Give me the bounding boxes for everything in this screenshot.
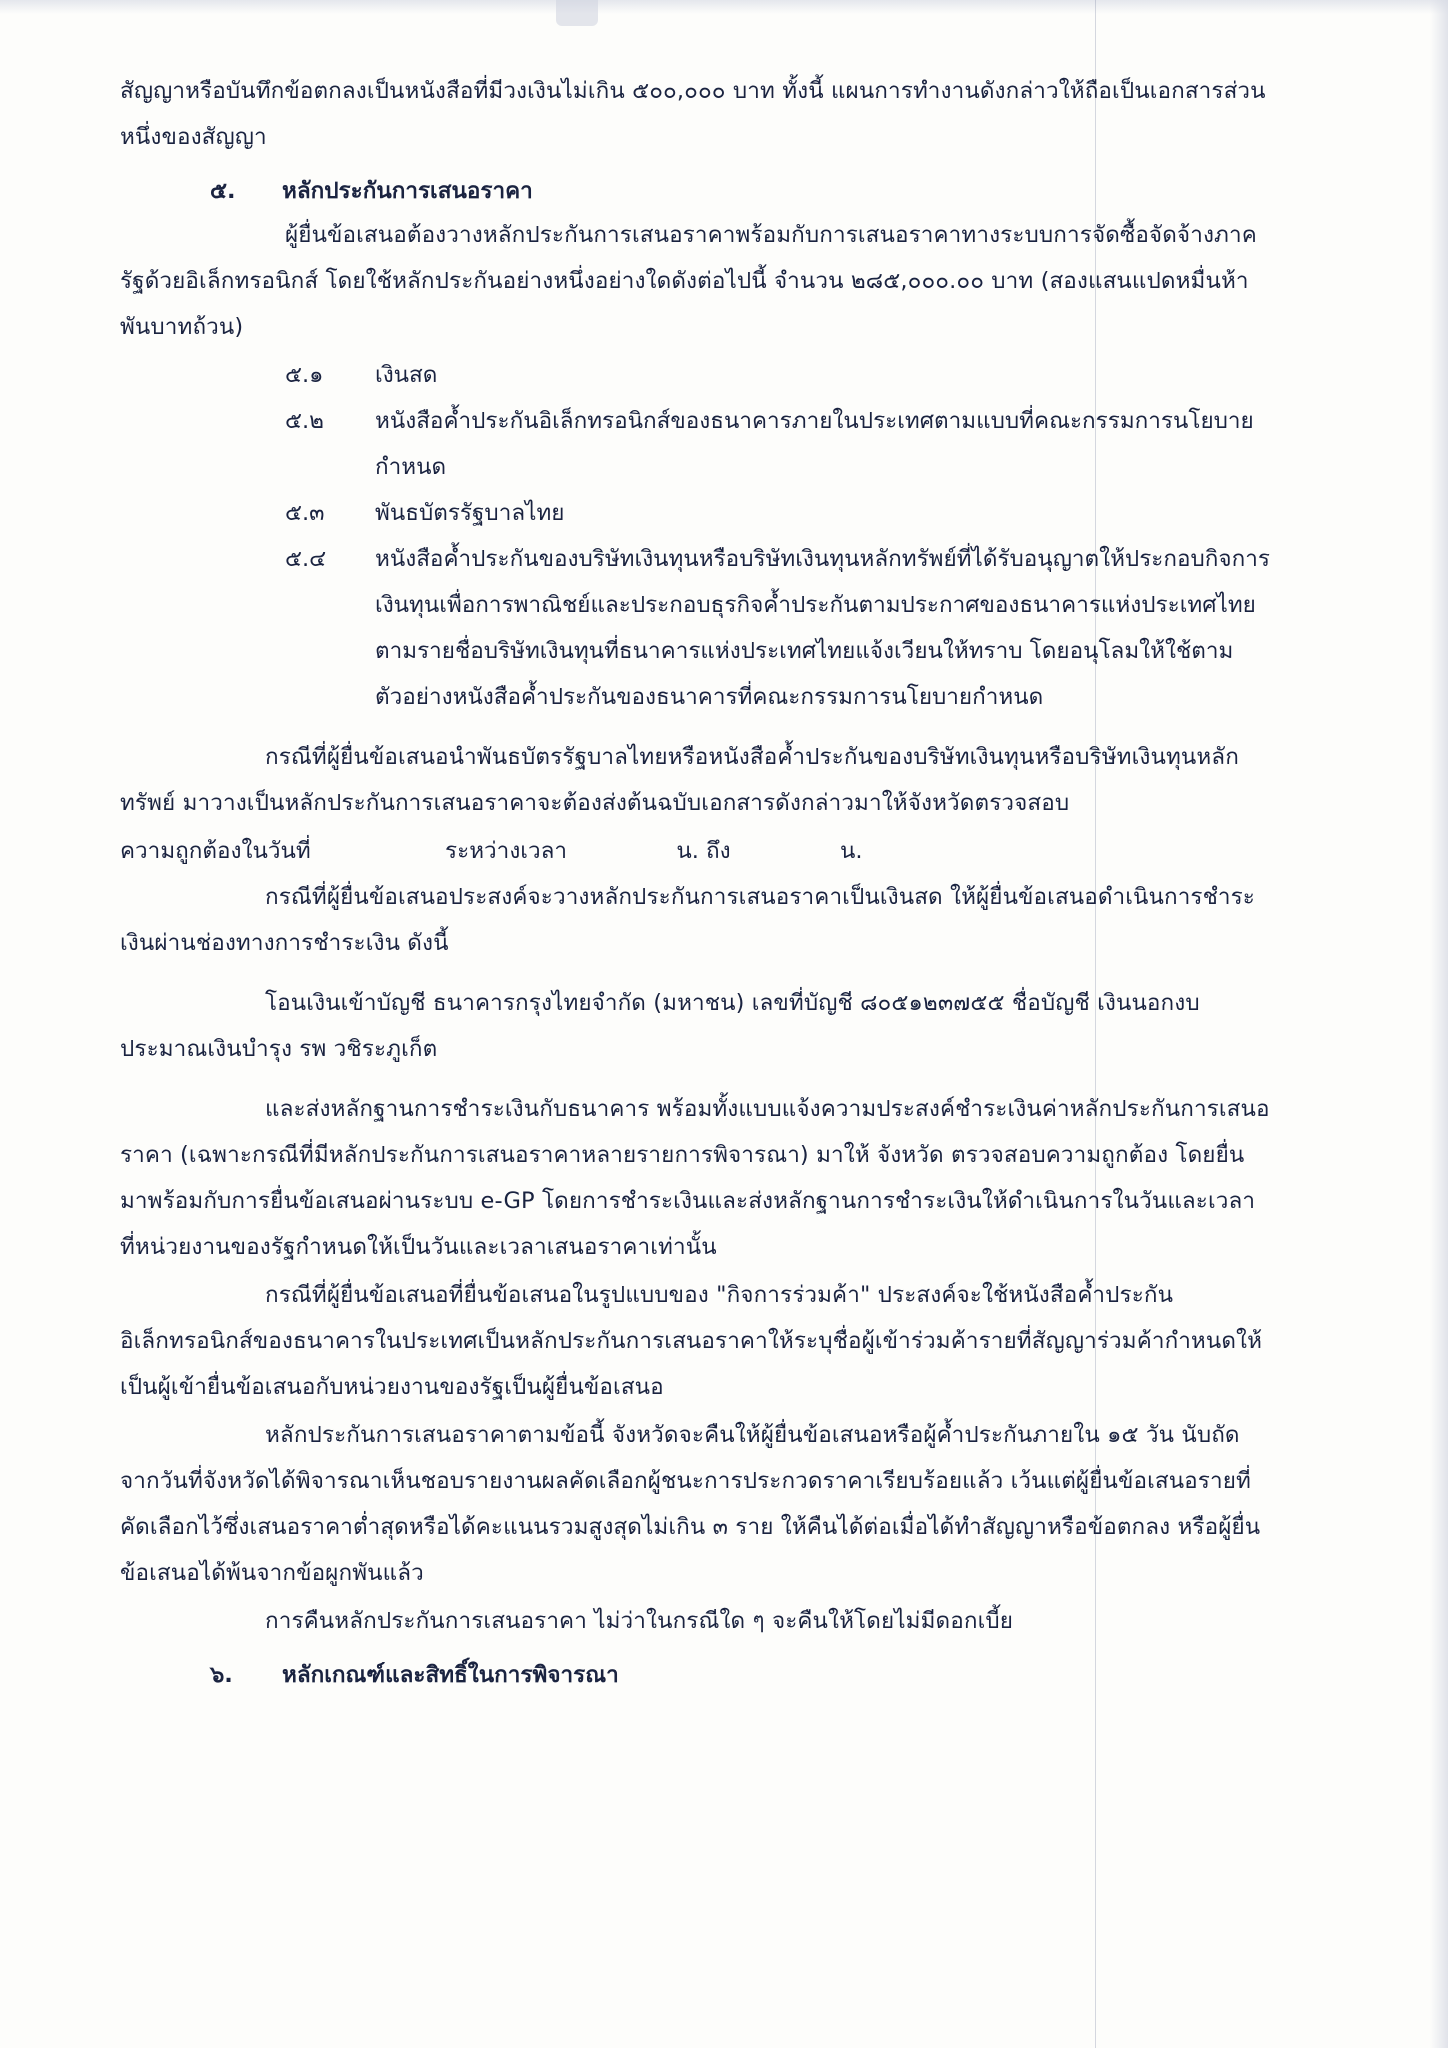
paragraph-guarantee-return: หลักประกันการเสนอราคาตามข้อนี้ จังหวัดจะคืนให้ผู้ยื่นข้อเสนอหรือผู้ค้ำประกันภายใน ๑๕ วัน นับถัดจากวันที่จังหวัดได้พิจารณาเห็นชอบรายงานผลคัดเลือกผู้ชนะการประกวดราคาเรียบร้อยแล้ว เว้นแต่ผู้ยื่นข้อเสนอรายที่คัดเลือกไว้ซึ่งเสนอราคาต่ำสุดหรือได้คะแนนรวมสูงสุดไม่เกิน ๓ ราย ให้คืนได้ต่อเมื่อได้ทำสัญญาหรือข้อตกลง หรือผู้ยื่นข้อเสนอได้พ้นจากข้อผูกพันแล้ว xyxy=(120,1422,1261,1586)
paragraph-bond: กรณีที่ผู้ยื่นข้อเสนอนำพันธบัตรรัฐบาลไทยหรือหนังสือค้ำประกันของบริษัทเงินทุนหรือบริษัทเงินทุนหลักทรัพย์ มาวางเป็นหลักประกันการเสนอราคาจะต้องส่งต้นฉบับเอกสารดังกล่าวมาให้จังหวัดตรวจสอบ xyxy=(120,744,1239,816)
paragraph-joint-venture: กรณีที่ผู้ยื่นข้อเสนอที่ยื่นข้อเสนอในรูปแบบของ "กิจการร่วมค้า" ประสงค์จะใช้หนังสือค้ำประกันอิเล็กทรอนิกส์ของธนาคารในประเทศเป็นหลักประกันการเสนอราคาให้ระบุชื่อผู้เข้าร่วมค้ารายที่สัญญาร่วมค้ากำหนดให้เป็นผู้เข้ายื่นข้อเสนอกับหน่วยงานของรัฐเป็นผู้ยื่นข้อเสนอ xyxy=(120,1282,1263,1400)
sub-number-5-4: ๕.๔ xyxy=(285,546,327,572)
scan-smudge xyxy=(556,0,598,26)
list-item xyxy=(120,536,1270,720)
sub-text-5-2: หนังสือค้ำประกันอิเล็กทรอนิกส์ของธนาคารภายในประเทศตามแบบที่คณะกรรมการนโยบายกำหนด xyxy=(375,408,1254,480)
section-number-6: ๖. xyxy=(210,1662,233,1688)
time-label: ระหว่างเวลา xyxy=(445,838,568,864)
time-unit-to: น. xyxy=(839,838,863,864)
paragraph-intro: สัญญาหรือบันทึกข้อตกลงเป็นหนังสือที่มีวงเงินไม่เกิน ๕๐๐,๐๐๐ บาท ทั้งนี้ แผนการทำงานดังกล่าวให้ถือเป็นเอกสารส่วนหนึ่งของสัญญา xyxy=(120,78,1266,150)
date-label-prefix: ความถูกต้องในวันที่ xyxy=(120,838,311,864)
list-item xyxy=(120,490,1270,536)
sub-text-5-4: หนังสือค้ำประกันของบริษัทเงินทุนหรือบริษัทเงินทุนหลักทรัพย์ที่ได้รับอนุญาตให้ประกอบกิจการเงินทุนเพื่อการพาณิชย์และประกอบธุรกิจค้ำประกันตามประกาศของธนาคารแห่งประเทศไทย ตามรายชื่อบริษัทเงินทุนที่ธนาคารแห่งประเทศไทยแจ้งเวียนให้ทราบ โดยอนุโลมให้ใช้ตามตัวอย่างหนังสือค้ำประกันของธนาคารที่คณะกรรมการนโยบายกำหนด xyxy=(375,546,1270,710)
sub-text-5-3: พันธบัตรรัฐบาลไทย xyxy=(375,500,565,526)
paragraph-cash-channel: กรณีที่ผู้ยื่นข้อเสนอประสงค์จะวางหลักประกันการเสนอราคาเป็นเงินสด ให้ผู้ยื่นข้อเสนอดำเนินการชำระเงินผ่านช่องทางการชำระเงิน ดังนี้ xyxy=(120,884,1255,956)
section-heading-5 xyxy=(120,172,1270,208)
time-unit-from: น. ถึง xyxy=(676,838,731,864)
section-title-5: หลักประกันการเสนอราคา xyxy=(282,178,533,204)
sub-number-5-1: ๕.๑ xyxy=(285,362,324,388)
scan-edge-right xyxy=(1430,0,1448,2048)
paragraph-no-interest: การคืนหลักประกันการเสนอราคา ไม่ว่าในกรณีใด ๆ จะคืนให้โดยไม่มีดอกเบี้ย xyxy=(265,1608,1014,1634)
section-number-5: ๕. xyxy=(210,178,236,204)
paragraph-section5-body: ผู้ยื่นข้อเสนอต้องวางหลักประกันการเสนอราคาพร้อมกับการเสนอราคาทางระบบการจัดซื้อจัดจ้างภาครัฐด้วยอิเล็กทรอนิกส์ โดยใช้หลักประกันอย่างหนึ่งอย่างใดดังต่อไปนี้ จำนวน ๒๘๕,๐๐๐.๐๐ บาท (สองแสนแปดหมื่นห้าพันบาทถ้วน) xyxy=(120,222,1257,340)
sub-text-5-1: เงินสด xyxy=(375,362,438,388)
paragraph-bank-account: โอนเงินเข้าบัญชี ธนาคารกรุงไทยจำกัด (มหาชน) เลขที่บัญชี ๘๐๕๑๒๓๗๕๕ ชื่อบัญชี เงินนอกงบประมาณเงินบำรุง รพ วชิระภูเก็ต xyxy=(120,990,1200,1062)
list-item xyxy=(120,398,1270,490)
list-item xyxy=(120,352,1270,398)
paragraph-date-blanks xyxy=(120,828,1270,874)
sub-number-5-3: ๕.๓ xyxy=(285,500,325,526)
section-heading-6 xyxy=(120,1656,1270,1692)
scan-edge-top xyxy=(0,0,1448,14)
paragraph-payment-evidence: และส่งหลักฐานการชำระเงินกับธนาคาร พร้อมทั้งแบบแจ้งความประสงค์ชำระเงินค่าหลักประกันการเสนอราคา (เฉพาะกรณีที่มีหลักประกันการเสนอราคาหลายรายการพิจารณา) มาให้ จังหวัด ตรวจสอบความถูกต้อง โดยยื่นมาพร้อมกับการยื่นข้อเสนอผ่านระบบ e-GP โดยการชำระเงินและส่งหลักฐานการชำระเงินให้ดำเนินการในวันและเวลาที่หน่วยงานของรัฐกำหนดให้เป็นวันและเวลาเสนอราคาเท่านั้น xyxy=(120,1096,1270,1260)
document-body xyxy=(120,68,1270,1696)
sub-number-5-2: ๕.๒ xyxy=(285,408,325,434)
section-title-6: หลักเกณฑ์และสิทธิ์ในการพิจารณา xyxy=(282,1662,619,1688)
